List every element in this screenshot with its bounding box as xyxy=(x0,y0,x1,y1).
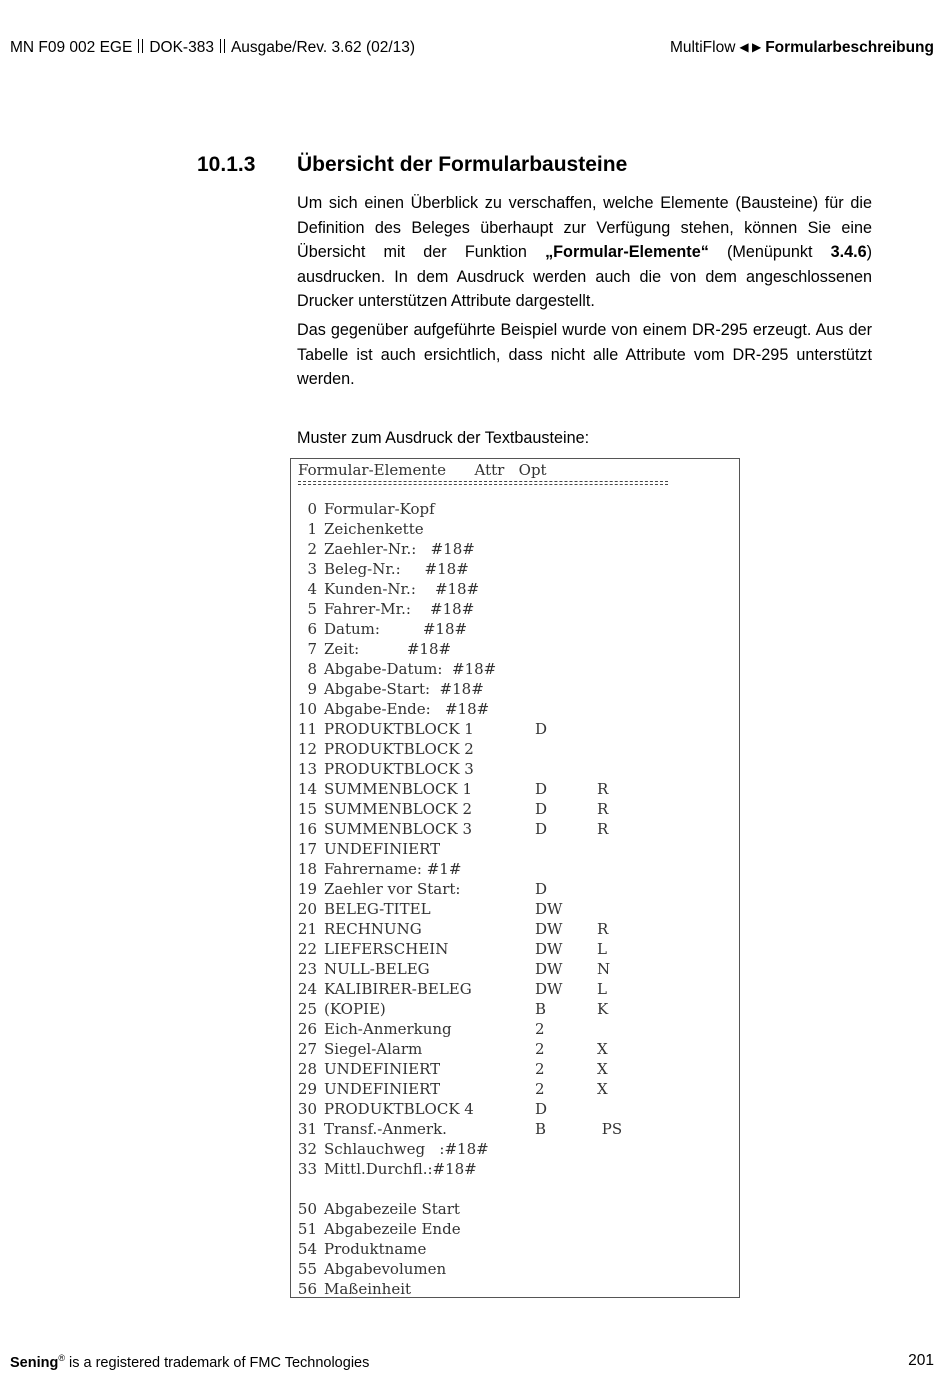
attr-value: B xyxy=(535,1120,547,1138)
listing-row xyxy=(291,639,739,659)
row-number: 27 xyxy=(297,1040,317,1058)
element-name: Abgabe-Start: #18# xyxy=(324,680,484,698)
attr-value: D xyxy=(535,1100,548,1118)
element-name: Datum: #18# xyxy=(324,620,468,638)
listing-row xyxy=(291,1059,739,1079)
listing-row xyxy=(291,939,739,959)
attr-value: D xyxy=(535,820,548,838)
chapter-name: Formularbeschreibung xyxy=(765,39,934,56)
row-number: 10 xyxy=(297,700,317,718)
listing-row xyxy=(291,539,739,559)
product-name: MultiFlow xyxy=(669,39,736,56)
doc-id: DOK-383 xyxy=(149,39,214,56)
element-name: Fahrername: #1# xyxy=(324,860,462,878)
element-name: Formular-Kopf xyxy=(324,500,435,518)
listing-row xyxy=(291,1079,739,1099)
listing-row xyxy=(291,839,739,859)
element-name: Fahrer-Mr.: #18# xyxy=(324,600,475,618)
row-number: 26 xyxy=(297,1020,317,1038)
opt-value: X xyxy=(597,1060,608,1078)
listing-row xyxy=(291,1199,739,1219)
row-number: 22 xyxy=(297,940,317,958)
text-run: ) ausdrucken. In dem Ausdruck werden auch die von dem angeschlossenen Drucker unterstützen Attribute dargestellt. xyxy=(297,243,873,310)
attr-value: DW xyxy=(535,940,563,958)
opt-value: X xyxy=(597,1040,608,1058)
element-name: LIEFERSCHEIN xyxy=(324,940,449,958)
element-name: UNDEFINIERT xyxy=(324,840,441,858)
listing-row xyxy=(291,739,739,759)
footer-trademark xyxy=(10,1353,369,1371)
element-name: Produktname xyxy=(324,1240,427,1258)
listing-row xyxy=(291,1019,739,1039)
element-name: Abgabezeile Start xyxy=(324,1200,460,1218)
element-name: PRODUKTBLOCK 2 xyxy=(324,740,474,758)
element-name: NULL-BELEG xyxy=(324,960,430,978)
listing-row xyxy=(291,699,739,719)
element-name: Schlauchweg :#18# xyxy=(324,1140,489,1158)
listing-row xyxy=(291,659,739,679)
row-number: 51 xyxy=(297,1220,317,1238)
attr-value: 2 xyxy=(535,1060,545,1078)
registered-mark: ® xyxy=(58,1353,65,1363)
section-title: Übersicht der Formularbausteine xyxy=(297,153,628,176)
element-name: (KOPIE) xyxy=(324,1000,386,1018)
element-name: Transf.-Anmerk. xyxy=(324,1120,447,1138)
row-number: 55 xyxy=(297,1260,317,1278)
row-number: 50 xyxy=(297,1200,317,1218)
opt-value: R xyxy=(597,920,609,938)
section-number: 10.1.3 xyxy=(197,153,256,176)
attr-value: 2 xyxy=(535,1080,545,1098)
element-name: Zeichenkette xyxy=(324,520,424,538)
element-name: SUMMENBLOCK 1 xyxy=(324,780,472,798)
doc-code: MN F09 002 EGE xyxy=(10,39,133,56)
paragraph-example: Das gegenüber aufgeführte Beispiel wurde von einem DR-295 erzeugt. Aus der Tabelle ist auch ersichtlich, dass nicht alle Attribute vom DR-295 unterstützt werden. xyxy=(297,321,872,388)
attr-value: DW xyxy=(535,920,563,938)
revision: Ausgabe/Rev. 3.62 (02/13) xyxy=(230,39,416,56)
row-number: 29 xyxy=(297,1080,317,1098)
printout-listing xyxy=(290,458,740,1298)
attr-value: D xyxy=(535,880,548,898)
brand-name: Sening xyxy=(10,1354,59,1371)
row-number: 54 xyxy=(297,1240,317,1258)
element-name: Abgabevolumen xyxy=(324,1260,447,1278)
attr-value: B xyxy=(535,1000,547,1018)
row-number: 18 xyxy=(297,860,317,878)
attr-value: DW xyxy=(535,960,563,978)
menu-item-number: 3.4.6 xyxy=(830,243,867,261)
element-name: BELEG-TITEL xyxy=(324,900,431,918)
running-header-right xyxy=(670,39,934,57)
row-number: 12 xyxy=(297,740,317,758)
row-number: 23 xyxy=(297,960,317,978)
attr-value: DW xyxy=(535,980,563,998)
row-number: 4 xyxy=(307,580,317,598)
listing-row xyxy=(291,899,739,919)
attr-value: D xyxy=(535,780,548,798)
element-name: SUMMENBLOCK 3 xyxy=(324,820,472,838)
listing-row xyxy=(291,779,739,799)
row-number: 25 xyxy=(297,1000,317,1018)
row-number: 14 xyxy=(297,780,317,798)
page-number: 201 xyxy=(908,1352,934,1369)
row-number: 56 xyxy=(297,1280,317,1298)
opt-value: N xyxy=(597,960,611,978)
element-name: PRODUKTBLOCK 1 xyxy=(324,720,474,738)
listing-row xyxy=(291,859,739,879)
element-name: PRODUKTBLOCK 3 xyxy=(324,760,474,778)
row-number: 13 xyxy=(297,760,317,778)
attr-value: D xyxy=(535,800,548,818)
listing-row xyxy=(291,559,739,579)
listing-row xyxy=(291,1219,739,1239)
row-number: 2 xyxy=(307,540,317,558)
row-number: 28 xyxy=(297,1060,317,1078)
opt-value: L xyxy=(597,980,607,998)
attr-value: DW xyxy=(535,900,563,918)
listing-row xyxy=(291,1039,739,1059)
element-name: RECHNUNG xyxy=(324,920,422,938)
attr-value: D xyxy=(535,720,548,738)
opt-value: R xyxy=(597,800,609,818)
divider xyxy=(298,484,668,485)
element-name: SUMMENBLOCK 2 xyxy=(324,800,472,818)
listing-caption: Muster zum Ausdruck der Textbausteine: xyxy=(297,429,590,447)
opt-value: R xyxy=(597,820,609,838)
row-number: 32 xyxy=(297,1140,317,1158)
row-number: 9 xyxy=(307,680,317,698)
listing-row xyxy=(291,679,739,699)
listing-row xyxy=(291,799,739,819)
listing-row xyxy=(291,979,739,999)
element-name: Abgabe-Datum: #18# xyxy=(324,660,497,678)
text-run: (Menüpunkt xyxy=(708,243,831,261)
listing-row xyxy=(291,519,739,539)
element-name: Abgabe-Ende: #18# xyxy=(324,700,490,718)
element-name: Zaehler-Nr.: #18# xyxy=(324,540,475,558)
listing-row xyxy=(291,879,739,899)
row-number: 3 xyxy=(307,560,317,578)
function-name: „Formular-Elemente“ xyxy=(545,243,709,261)
row-number: 15 xyxy=(297,800,317,818)
element-name: Beleg-Nr.: #18# xyxy=(324,560,469,578)
element-name: UNDEFINIERT xyxy=(324,1060,441,1078)
trademark-text: is a registered trademark of FMC Technologies xyxy=(64,1354,370,1371)
listing-row xyxy=(291,599,739,619)
attr-value: 2 xyxy=(535,1040,545,1058)
row-number: 33 xyxy=(297,1160,317,1178)
row-number: 31 xyxy=(297,1120,317,1138)
opt-value: K xyxy=(597,1000,609,1018)
listing-row xyxy=(291,1239,739,1259)
divider xyxy=(298,481,668,482)
listing-row xyxy=(291,619,739,639)
element-name: Kunden-Nr.: #18# xyxy=(324,580,480,598)
listing-header: Formular-Elemente Attr Opt xyxy=(298,461,547,479)
element-name: Eich-Anmerkung xyxy=(324,1020,452,1038)
listing-row xyxy=(291,1179,739,1199)
separator xyxy=(138,39,143,53)
row-number: 17 xyxy=(297,840,317,858)
listing-row xyxy=(291,959,739,979)
row-number: 11 xyxy=(297,720,317,738)
element-name: PRODUKTBLOCK 4 xyxy=(324,1100,474,1118)
left-right-arrows-icon: ◀ ▶ xyxy=(739,40,762,54)
attr-value: 2 xyxy=(535,1020,545,1038)
row-number: 1 xyxy=(307,520,317,538)
element-name: Siegel-Alarm xyxy=(324,1040,423,1058)
row-number: 19 xyxy=(297,880,317,898)
element-name: Mittl.Durchfl.:#18# xyxy=(324,1160,477,1178)
listing-row xyxy=(291,579,739,599)
element-name: KALIBIRER-BELEG xyxy=(324,980,472,998)
element-name: UNDEFINIERT xyxy=(324,1080,441,1098)
separator xyxy=(220,39,225,53)
listing-row xyxy=(291,1139,739,1159)
row-number: 30 xyxy=(297,1100,317,1118)
listing-row xyxy=(291,499,739,519)
listing-row xyxy=(291,999,739,1019)
row-number: 16 xyxy=(297,820,317,838)
element-name: Maßeinheit xyxy=(324,1280,412,1298)
opt-value: L xyxy=(597,940,607,958)
listing-row xyxy=(291,919,739,939)
listing-row xyxy=(291,719,739,739)
row-number: 24 xyxy=(297,980,317,998)
row-number: 8 xyxy=(307,660,317,678)
listing-row xyxy=(291,1259,739,1279)
element-name: Zaehler vor Start: xyxy=(324,880,461,898)
opt-value: R xyxy=(597,780,609,798)
running-header-left xyxy=(10,39,415,57)
listing-row xyxy=(291,1159,739,1179)
row-number: 0 xyxy=(307,500,317,518)
opt-value: X xyxy=(597,1080,608,1098)
listing-row xyxy=(291,1119,739,1139)
opt-value: PS xyxy=(597,1120,623,1138)
paragraph-intro xyxy=(297,191,872,314)
listing-row xyxy=(291,1279,739,1299)
listing-row xyxy=(291,1099,739,1119)
row-number: 5 xyxy=(307,600,317,618)
row-number: 7 xyxy=(307,640,317,658)
listing-row xyxy=(291,819,739,839)
row-number: 6 xyxy=(307,620,317,638)
listing-row xyxy=(291,759,739,779)
text-run: Um sich einen Überblick zu verschaffen, welche Elemente (Bausteine) für die Definition des Beleges überhaupt zur Verfügung stehen, können Sie eine Übersicht mit der Funktion xyxy=(297,194,872,261)
row-number: 20 xyxy=(297,900,317,918)
element-name: Abgabezeile Ende xyxy=(324,1220,461,1238)
element-name: Zeit: #18# xyxy=(324,640,452,658)
row-number: 21 xyxy=(297,920,317,938)
